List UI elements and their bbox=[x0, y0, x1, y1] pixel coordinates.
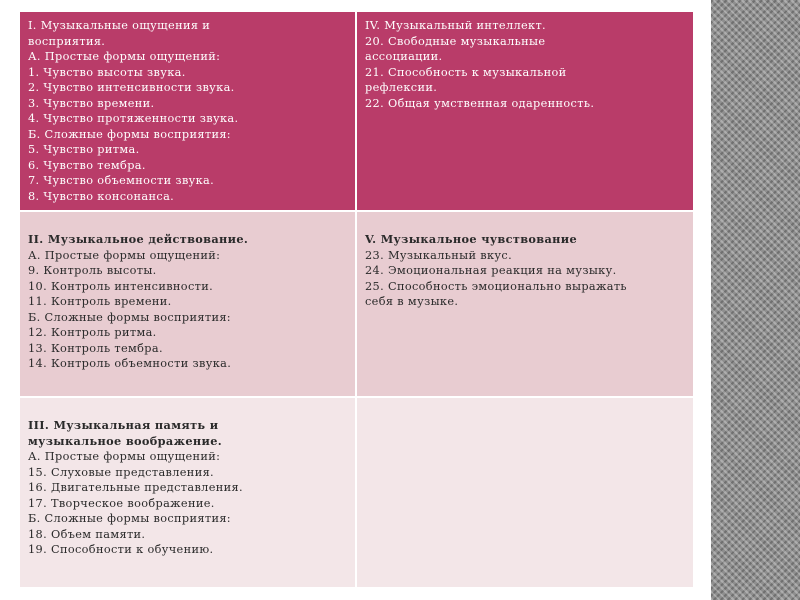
cell-line: 22. Общая умственная одаренность. bbox=[365, 96, 595, 110]
cell-line: себя в музыке. bbox=[365, 295, 459, 308]
cell-musical-memory bbox=[20, 398, 355, 587]
cell-line: 9. Контроль высоты. bbox=[28, 264, 157, 277]
cell-line: Б. Сложные формы восприятия: bbox=[28, 512, 231, 525]
decorative-side-strip bbox=[711, 0, 800, 600]
cell-line: 19. Способности к обучению. bbox=[28, 543, 214, 556]
cell-line: 15. Слуховые представления. bbox=[28, 465, 214, 479]
cell-line: 21. Способность к музыкальной bbox=[365, 65, 567, 79]
cell-line: 14. Контроль объемности звука. bbox=[28, 357, 232, 370]
cell-musical-intellect bbox=[357, 12, 693, 210]
cell-line: 18. Объем памяти. bbox=[28, 527, 146, 541]
cell-line: 3. Чувство времени. bbox=[28, 96, 155, 110]
cell-line: восприятия. bbox=[28, 34, 106, 48]
cell-line: 12. Контроль ритма. bbox=[28, 326, 157, 339]
cell-line: 17. Творческое воображение. bbox=[28, 496, 215, 510]
cell-title: III. Музыкальная память и bbox=[28, 418, 219, 432]
cell-line: ассоциации. bbox=[365, 50, 443, 63]
cell-title: музыкальное воображение. bbox=[28, 433, 223, 448]
cell-title: V. Музыкальное чувствование bbox=[365, 232, 578, 246]
cell-line: А. Простые формы ощущений: bbox=[28, 450, 221, 463]
cell-line: 10. Контроль интенсивности. bbox=[28, 279, 214, 293]
cell-line: 23. Музыкальный вкус. bbox=[365, 248, 513, 262]
abilities-table bbox=[20, 12, 693, 587]
cell-line: 16. Двигательные представления. bbox=[28, 481, 243, 494]
cell-empty bbox=[357, 398, 693, 587]
cell-line: 5. Чувство ритма. bbox=[28, 143, 140, 156]
cell-line: 8. Чувство консонанса. bbox=[28, 189, 175, 203]
cell-line: 11. Контроль времени. bbox=[28, 295, 172, 308]
cell-line: 20. Свободные музыкальные bbox=[365, 34, 546, 48]
cell-line: А. Простые формы ощущений: bbox=[28, 248, 221, 262]
cell-line: 4. Чувство протяженности звука. bbox=[28, 112, 239, 125]
cell-line: 25. Способность эмоционально выражать bbox=[365, 279, 627, 293]
cell-musical-feeling bbox=[357, 212, 693, 396]
cell-line: рефлексии. bbox=[365, 81, 438, 94]
cell-line: 1. Чувство высоты звука. bbox=[28, 65, 186, 79]
cell-musical-action bbox=[20, 212, 355, 396]
cell-line: I. Музыкальные ощущения и bbox=[28, 19, 211, 32]
cell-line: А. Простые формы ощущений: bbox=[28, 50, 221, 63]
cell-line: 13. Контроль тембра. bbox=[28, 341, 163, 355]
cell-title: II. Музыкальное действование. bbox=[28, 232, 249, 246]
cell-musical-sensations bbox=[20, 12, 355, 210]
cell-line: 7. Чувство объемности звука. bbox=[28, 174, 215, 187]
cell-line: Б. Сложные формы восприятия: bbox=[28, 127, 231, 141]
cell-line: 6. Чувство тембра. bbox=[28, 158, 146, 172]
cell-line: 2. Чувство интенсивности звука. bbox=[28, 81, 235, 94]
cell-line: 24. Эмоциональная реакция на музыку. bbox=[365, 264, 617, 277]
cell-line: Б. Сложные формы восприятия: bbox=[28, 310, 231, 324]
cell-line: IV. Музыкальный интеллект. bbox=[365, 19, 546, 32]
